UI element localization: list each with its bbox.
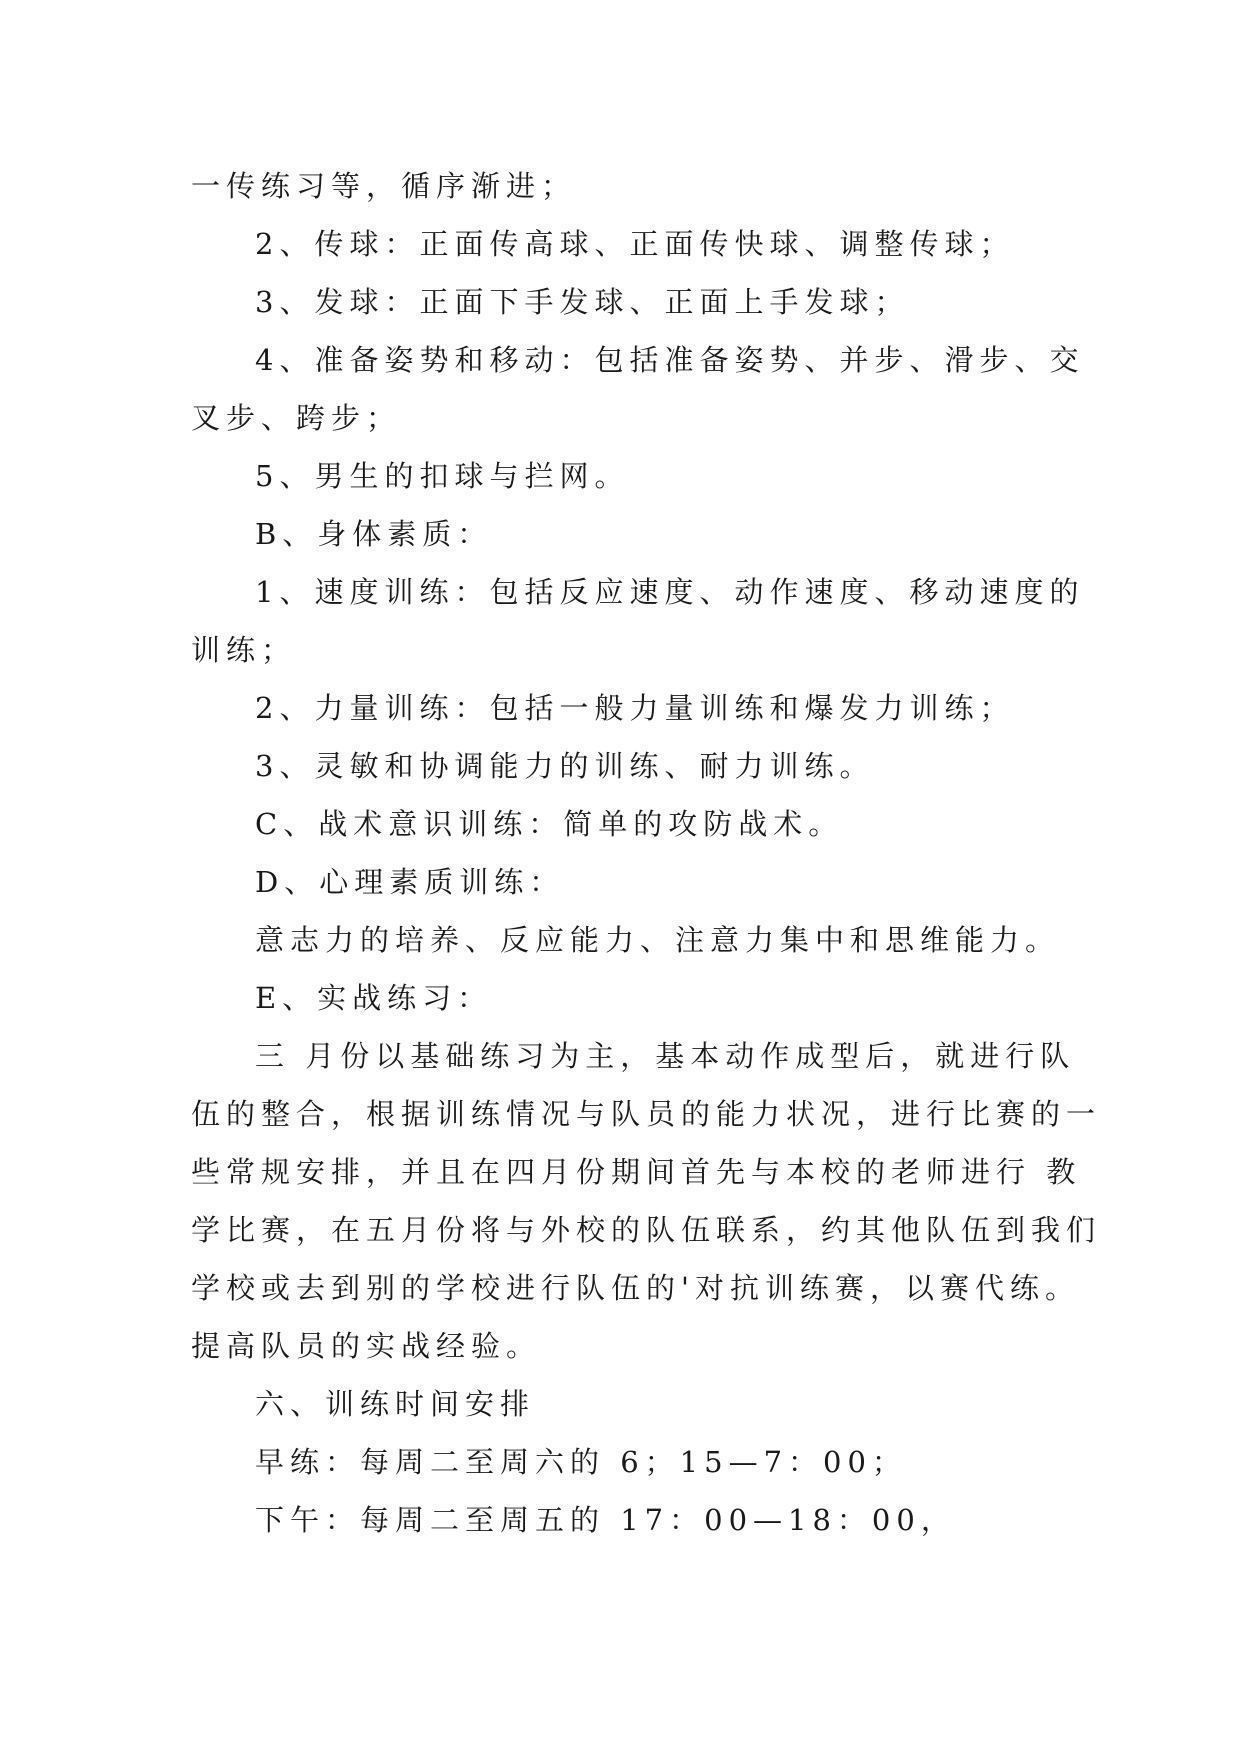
text-line: 意志力的培养、反应能力、注意力集中和思维能力。 [255,923,1061,957]
text-line: C、战术意识训练：简单的攻防战术。 [255,807,844,841]
text-line: B、身体素质： [255,517,493,551]
text-line: E、实战练习： [255,981,493,1015]
text-line: 三 月份以基础练习为主，基本动作成型后，就进行队 [255,1039,1076,1073]
text-line: 3、灵敏和协调能力的训练、耐力训练。 [255,749,875,783]
text-line: 3、发球：正面下手发球、正面上手发球； [255,285,910,319]
text-line: 5、男生的扣球与拦网。 [255,459,630,493]
text-line: 2、传球：正面传高球、正面传快球、调整传球； [255,227,1015,261]
text-line: 4、准备姿势和移动：包括准备姿势、并步、滑步、交 [255,343,1085,377]
text-line: 2、力量训练：包括一般力量训练和爆发力训练； [255,691,1015,725]
text-line: 1、速度训练：包括反应速度、动作速度、移动速度的 [255,575,1085,609]
text-line: 学校或去到别的学校进行队伍的'对抗训练赛，以赛代练。 [191,1271,1080,1305]
text-line: 训练； [191,633,297,667]
text-line: 学比赛，在五月份将与外校的队伍联系，约其他队伍到我们 [191,1213,1102,1247]
text-line: 些常规安排，并且在四月份期间首先与本校的老师进行 教 [191,1155,1082,1189]
text-line: 伍的整合，根据训练情况与队员的能力状况，进行比赛的一 [191,1097,1102,1131]
text-line: 叉步、跨步； [191,401,402,435]
text-line: 六、训练时间安排 [255,1387,536,1421]
text-line: 下午：每周二至周五的 17：00—18：00， [255,1503,956,1537]
text-line: 一传练习等，循序渐进； [191,169,577,203]
text-line: D、心理素质训练： [255,865,565,899]
text-line: 提高队员的实战经验。 [191,1329,542,1363]
text-line: 早练：每周二至周六的 6；15—7：00； [255,1445,907,1479]
